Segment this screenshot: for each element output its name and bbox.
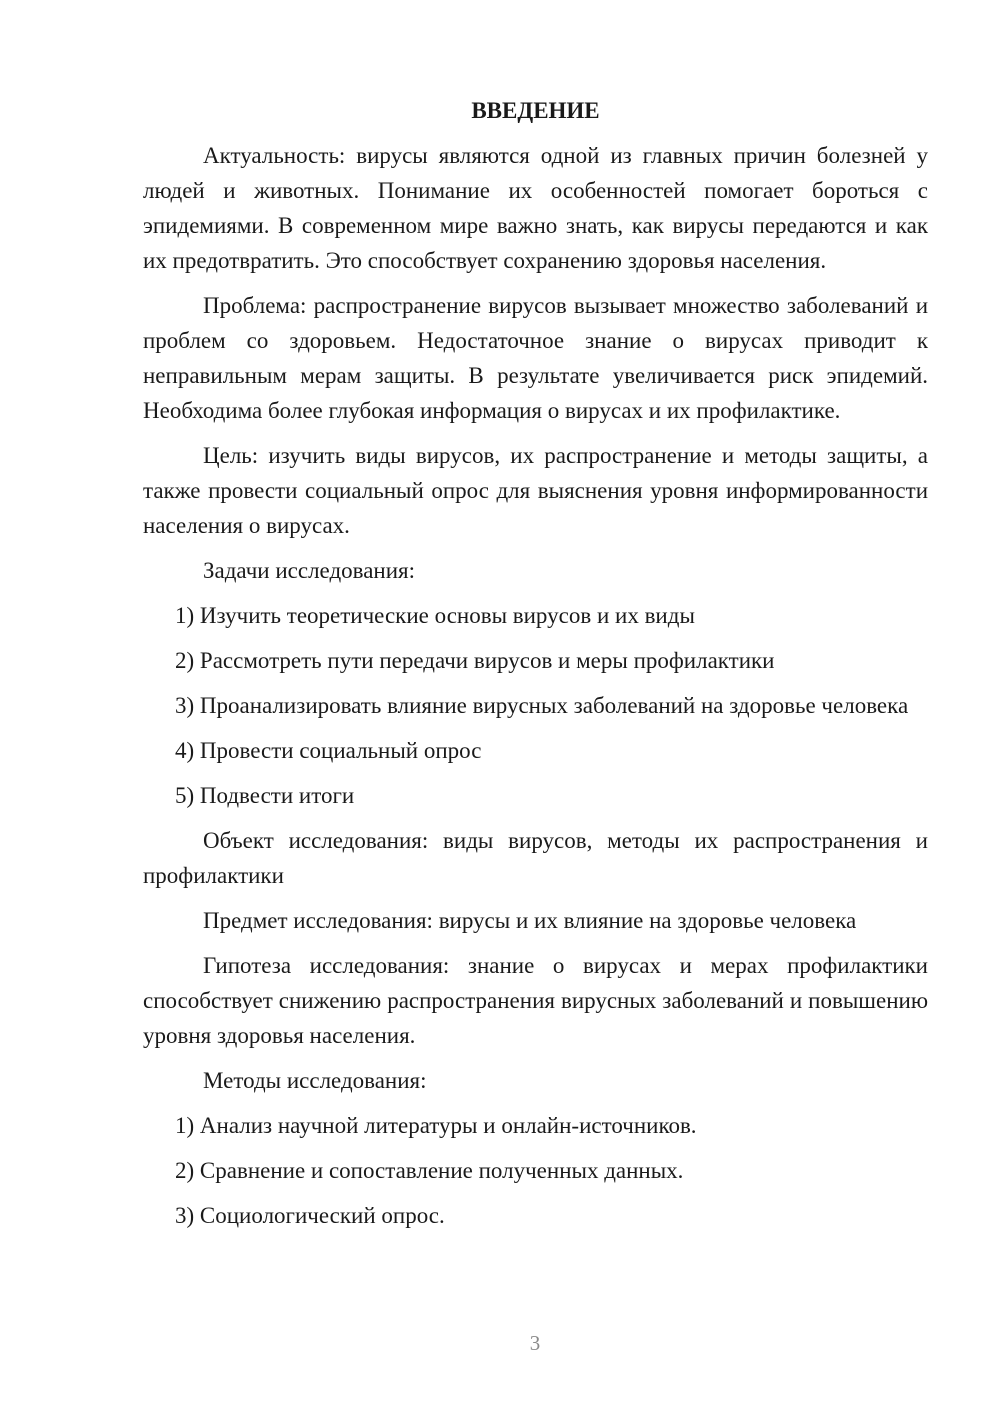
goal-paragraph: Цель: изучить виды вирусов, их распространение и методы защиты, а также провести социальный опрос для выяснения уровня информированности населения о вирусах. <box>143 443 928 538</box>
methods-heading: Методы исследования: <box>203 1068 427 1093</box>
subject-paragraph: Предмет исследования: вирусы и их влияние на здоровье человека <box>203 908 857 933</box>
hypothesis-paragraph: Гипотеза исследования: знание о вирусах и мерах профилактики способствует снижению распространения вирусных заболеваний и повышению уровня здоровья населения. <box>143 953 928 1048</box>
page-number: 3 <box>529 1331 541 1355</box>
problem-paragraph: Проблема: распространение вирусов вызывает множество заболеваний и проблем со здоровьем. Недостаточное знание о вирусах приводит к неправильным мерам защиты. В результате увеличивается риск эпидемий. Необходима более глубокая информация о вирусах и их профилактике. <box>143 293 928 423</box>
task-item: 5) Подвести итоги <box>175 783 355 808</box>
tasks-heading: Задачи исследования: <box>203 558 416 583</box>
object-paragraph: Объект исследования: виды вирусов, методы их распространения и профилактики <box>143 828 928 888</box>
task-item: 3) Проанализировать влияние вирусных заболеваний на здоровье человека <box>175 693 909 718</box>
task-item: 4) Провести социальный опрос <box>175 738 482 763</box>
method-item: 3) Социологический опрос. <box>175 1203 445 1228</box>
task-item: 1) Изучить теоретические основы вирусов и их виды <box>175 603 695 628</box>
task-item: 2) Рассмотреть пути передачи вирусов и меры профилактики <box>175 648 775 673</box>
method-item: 2) Сравнение и сопоставление полученных данных. <box>175 1158 684 1183</box>
section-title: ВВЕДЕНИЕ <box>471 98 600 123</box>
method-item: 1) Анализ научной литературы и онлайн-источников. <box>175 1113 697 1138</box>
document-body <box>143 93 928 1233</box>
relevance-paragraph: Актуальность: вирусы являются одной из главных причин болезней у людей и животных. Понимание их особенностей помогает бороться с эпидемиями. В современном мире важно знать, как вирусы передаются и как их предотвратить. Это способствует сохранению здоровья населения. <box>143 143 928 273</box>
